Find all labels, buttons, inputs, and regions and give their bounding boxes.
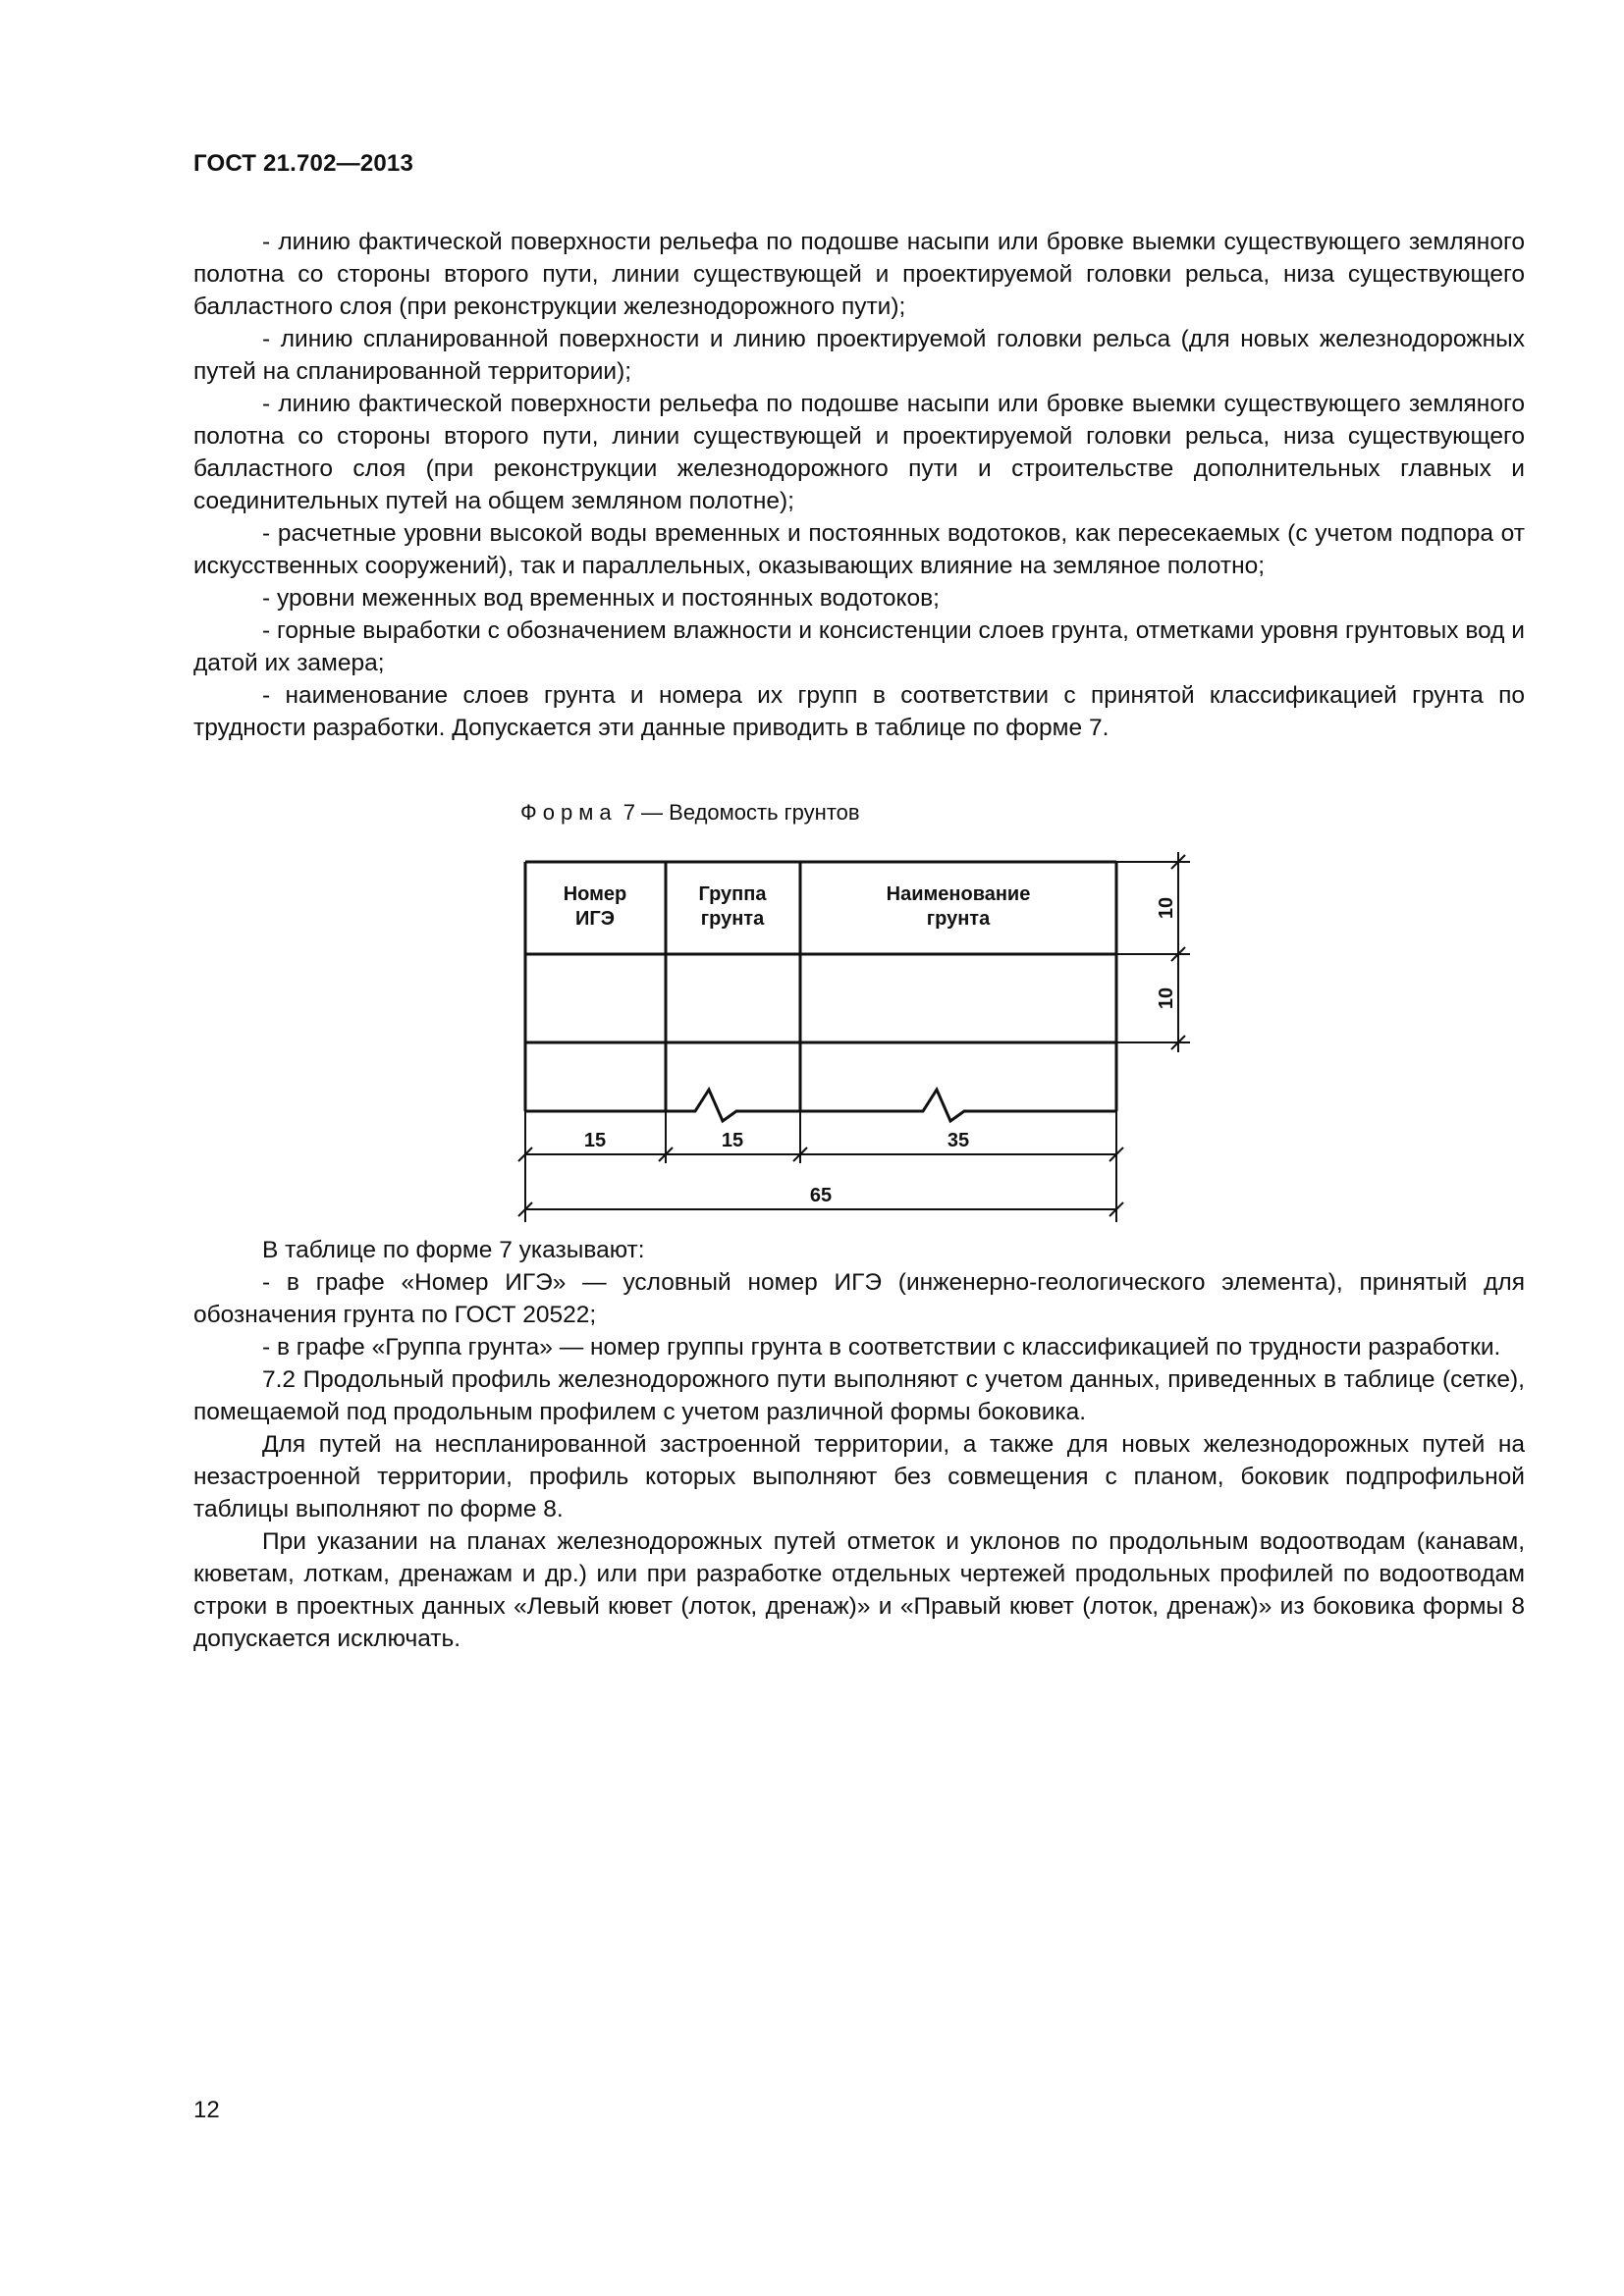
paragraph: - наименование слоев грунта и номера их групп в соответствии с принятой классификацией грунта по трудности разработки. Допускается эти данные приводить в таблице по форме 7. [193,682,1525,741]
row-height-label-header: 10 [1156,896,1177,920]
page-number: 12 [193,2097,220,2123]
paragraph: - горные выработки с обозначением влажности и консистенции слоев грунта, отметками уровня грунтовых вод и датой их замера; [193,617,1525,676]
row-height-label-row1: 10 [1156,987,1177,1010]
column-width-label-3: 35 [947,1130,970,1151]
paragraph: - уровни меженных вод временных и постоянных водотоков; [262,585,940,612]
column-header-nomer-line2: ИГЭ [575,908,615,930]
total-width-label: 65 [809,1185,833,1206]
paragraph: - в графе «Номер ИГЭ» — условный номер ИГЭ (инженерно-геологического элемента), принятый для обозначения грунта по ГОСТ 20522; [193,1269,1525,1328]
form-caption [520,800,860,826]
form-7-svg [491,844,1218,1237]
paragraph: - линию фактической поверхности рельефа по подошве насыпи или бровке выемки существующего земляного полотна со стороны второго пути, линии существующей и проектируемой головки рельса, низа существующего балластного слоя (при реконструкции железнодорожного пути и строительстве дополнительных главных и соединительных путей на общем земляном полотне); [193,391,1525,514]
paragraph: 7.2 Продольный профиль железнодорожного пути выполняют с учетом данных, приведенных в таблице (сетке), помещаемой под продольным профилем с учетом различной формы боковика. [193,1366,1525,1425]
paragraph: - линию спланированной поверхности и линию проектируемой головки рельса (для новых железнодорожных путей на спланированной территории); [193,326,1525,385]
column-header-naimenovanie-line2: грунта [926,908,991,930]
text-block-bottom [193,1234,1525,1655]
column-width-label-1: 15 [583,1130,607,1151]
paragraph: - расчетные уровни высокой воды временных и постоянных водотоков, как пересекаемых (с учетом подпора от искусственных сооружений), так и параллельных, оказывающих влияние на земляное полотно; [193,520,1525,579]
column-header-nomer-line1: Номер [563,883,627,905]
form-7-drawing [491,844,1218,1237]
paragraph: При указании на планах железнодорожных путей отметок и уклонов по продольным водоотводам (канавам, кюветам, лоткам, дренажам и др.) или при разработке отдельных чертежей продольных профилей по водоотводам строки в проектных данных «Левый кювет (лоток, дренаж)» и «Правый кювет (лоток, дренаж)» из боковика формы 8 допускается исключать. [193,1528,1525,1652]
form-caption-word: Форма [520,800,618,825]
text-block-top [193,226,1525,744]
column-width-label-2: 15 [721,1130,744,1151]
paragraph: Для путей на неспланированной застроенной территории, а также для новых железнодорожных путей на незастроенной территории, профиль которых выполняют без совмещения с планом, боковик подпрофильной таблицы выполняют по форме 8. [193,1431,1525,1522]
column-header-gruppa-line2: грунта [700,908,765,930]
form-caption-title: 7 — Ведомость грунтов [623,800,860,825]
paragraph: - в графе «Группа грунта» — номер группы грунта в соответствии с классификацией по трудности разработки. [262,1334,1501,1361]
document-header: ГОСТ 21.702—2013 [193,150,414,177]
column-header-gruppa-line1: Группа [698,883,767,905]
paragraph: В таблице по форме 7 указывают: [262,1237,645,1263]
table-break-line [525,1090,1116,1121]
column-header-naimenovanie-line1: Наименование [886,883,1031,905]
paragraph: - линию фактической поверхности рельефа по подошве насыпи или бровке выемки существующего земляного полотна со стороны второго пути, линии существующей и проектируемой головки рельса, низа существующего балластного слоя (при реконструкции железнодорожного пути); [193,229,1525,320]
vertical-dimension [1116,852,1190,1052]
